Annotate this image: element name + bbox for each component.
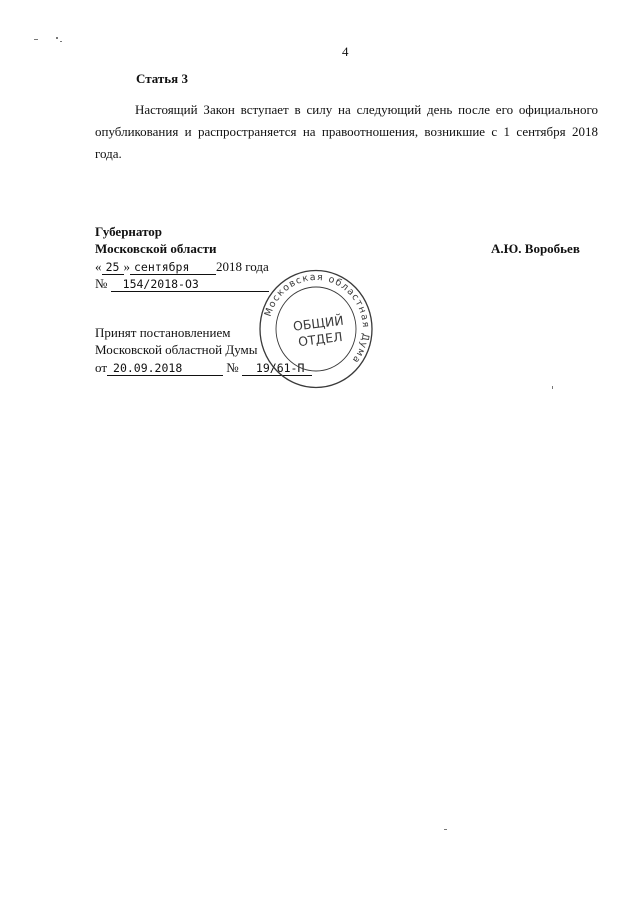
date-close-quote: »	[123, 259, 130, 274]
adoption-line1: Принят постановлением	[95, 325, 231, 340]
adoption-date-value: 20.09.2018	[107, 361, 223, 376]
date-open-quote: «	[95, 259, 102, 274]
stamp-ring-text: Московская областная Дума	[262, 271, 372, 366]
signer-title-line1: Губернатор	[95, 224, 163, 239]
stamp-center-line1: ОБЩИЙ	[292, 312, 345, 334]
law-date-line	[95, 259, 269, 275]
article-heading: Статья 3	[136, 71, 188, 86]
law-number-label: №	[95, 276, 108, 291]
date-month: сентября	[130, 260, 216, 275]
scan-speck	[34, 39, 38, 40]
round-stamp-seal	[258, 268, 374, 390]
law-number-line	[95, 276, 269, 292]
scan-speck	[552, 386, 553, 389]
signer-name: А.Ю. Воробьев	[491, 241, 580, 256]
page-number: 4	[342, 44, 349, 59]
date-day: 25	[102, 260, 124, 275]
adoption-date-label: от	[95, 360, 108, 375]
scan-speck	[56, 37, 58, 39]
adoption-number-value: 19/61-П	[242, 361, 312, 376]
article-paragraph: Настоящий Закон вступает в силу на следующий день после его официального опубликования и распространяется на правоотношения, возникшие с 1 сентября 2018 года.	[95, 102, 598, 161]
scan-speck	[60, 41, 62, 42]
scan-speck	[444, 829, 447, 830]
stamp-center-line2: ОТДЕЛ	[297, 328, 344, 350]
adoption-number-label: №	[226, 360, 239, 375]
article-body	[95, 99, 598, 165]
date-year: 2018 года	[216, 259, 269, 274]
signer-title-line2: Московской области	[95, 241, 217, 256]
law-number-value: 154/2018-ОЗ	[111, 277, 269, 292]
adoption-line2: Московской областной Думы	[95, 342, 258, 357]
